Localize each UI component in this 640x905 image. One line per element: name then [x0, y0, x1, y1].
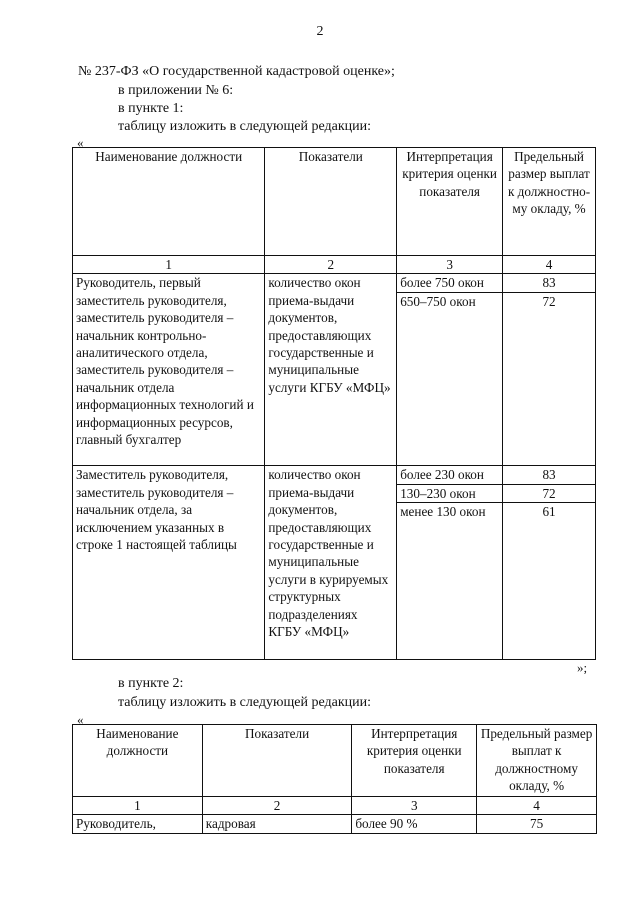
open-quote-2: «	[77, 712, 84, 727]
table-1-row-2-limits	[503, 466, 596, 660]
table-1-row-1-criterion-1: более 750 окон	[397, 274, 502, 292]
intro-line-item1: в пункте 1:	[118, 101, 184, 116]
table-1-row-1-position: Руководитель, первый заместитель руководителя, заместитель руководителя – начальник контрольно-аналитического отдела, заместитель руководителя – начальник отдела информационных технологий и информационных ресурсов, главный бухгалтер	[73, 274, 265, 466]
table-2-row-1-limit: 75	[477, 815, 597, 833]
table-1-row-1-limit-1: 83	[503, 274, 595, 292]
table-1-header-indicator: Показатели	[265, 148, 397, 256]
table-1-header-criteria: Интерпретация критерия оценки показателя	[397, 148, 503, 256]
page-number: 2	[316, 24, 324, 39]
table-1-row-1-criterion-2: 650–750 окон	[400, 293, 476, 309]
table-1-row-2-limit-2: 72	[503, 485, 595, 503]
after-line-item2: в пункте 2:	[118, 676, 184, 691]
table-1-row-2-position: Заместитель руководителя, заместитель руководителя – начальник отдела, за исключением указанных в строке 1 настоящей таблицы	[73, 466, 265, 660]
table-1-row-2	[73, 466, 596, 660]
table-1-row-2-criteria	[397, 466, 503, 660]
table-1-row-2-criterion-1: более 230 окон	[397, 466, 502, 484]
table-1-header-limit: Предельный размер выплат к должностно-му окладу, %	[503, 148, 596, 256]
table-2-number-row	[73, 797, 597, 815]
table-1-row-1-limits	[503, 274, 596, 466]
table-1-row-1	[73, 274, 596, 466]
table-1-row-2-criterion-2: 130–230 окон	[397, 485, 502, 503]
table-1-header-position: Наименование должности	[73, 148, 265, 256]
table-1-number-3: 3	[397, 256, 503, 274]
table-2-header-limit: Предельный размер выплат к должностному окладу, %	[477, 725, 597, 797]
table-1-number-1: 1	[73, 256, 265, 274]
table-1	[72, 147, 596, 660]
table-2-row-1-criteria: более 90 %	[352, 815, 477, 833]
table-2-number-2: 2	[202, 797, 352, 815]
table-1-number-row	[73, 256, 596, 274]
table-2-header-indicator: Показатели	[202, 725, 352, 797]
table-2-row-1-indicator: кадровая	[202, 815, 352, 833]
after-line-instruction: таблицу изложить в следующей редакции:	[118, 695, 372, 710]
table-1-row-2-limit-1: 83	[503, 466, 595, 484]
table-1-row-2-indicator: количество окон приема-выдачи документов, предоставляющих государственные и муниципальные услуги в курируемых структурных подразделениях КГБУ «МФЦ»	[265, 466, 397, 660]
table-2-number-3: 3	[352, 797, 477, 815]
table-1-row-1-criteria	[397, 274, 503, 466]
table-1-row-1-limit-2: 72	[542, 293, 556, 309]
table-2-header-criteria: Интерпретация критерия оценки показателя	[352, 725, 477, 797]
table-2	[72, 724, 597, 834]
table-1-row-2-criterion-3: менее 130 окон	[400, 504, 486, 520]
intro-line-instruction: таблицу изложить в следующей редакции:	[118, 119, 372, 134]
table-2-header-row	[73, 725, 597, 797]
table-2-row-1-position: Руководитель,	[73, 815, 203, 833]
open-quote: «	[77, 135, 84, 150]
table-2-row-1	[73, 815, 597, 833]
close-quote: »;	[577, 660, 588, 675]
table-1-row-2-limit-3: 61	[542, 504, 556, 520]
intro-line-law: № 237-ФЗ «О государственной кадастровой оценке»;	[78, 64, 395, 79]
table-1-number-4: 4	[503, 256, 596, 274]
table-1-row-1-indicator: количество окон приема-выдачи документов, предоставляющих государственные и муниципальные услуги КГБУ «МФЦ»	[265, 274, 397, 466]
table-1-header-row	[73, 148, 596, 256]
table-2-header-position: Наименование должности	[73, 725, 203, 797]
table-2-number-1: 1	[73, 797, 203, 815]
table-1-number-2: 2	[265, 256, 397, 274]
intro-line-annex: в приложении № 6:	[118, 83, 234, 98]
table-2-number-4: 4	[477, 797, 597, 815]
